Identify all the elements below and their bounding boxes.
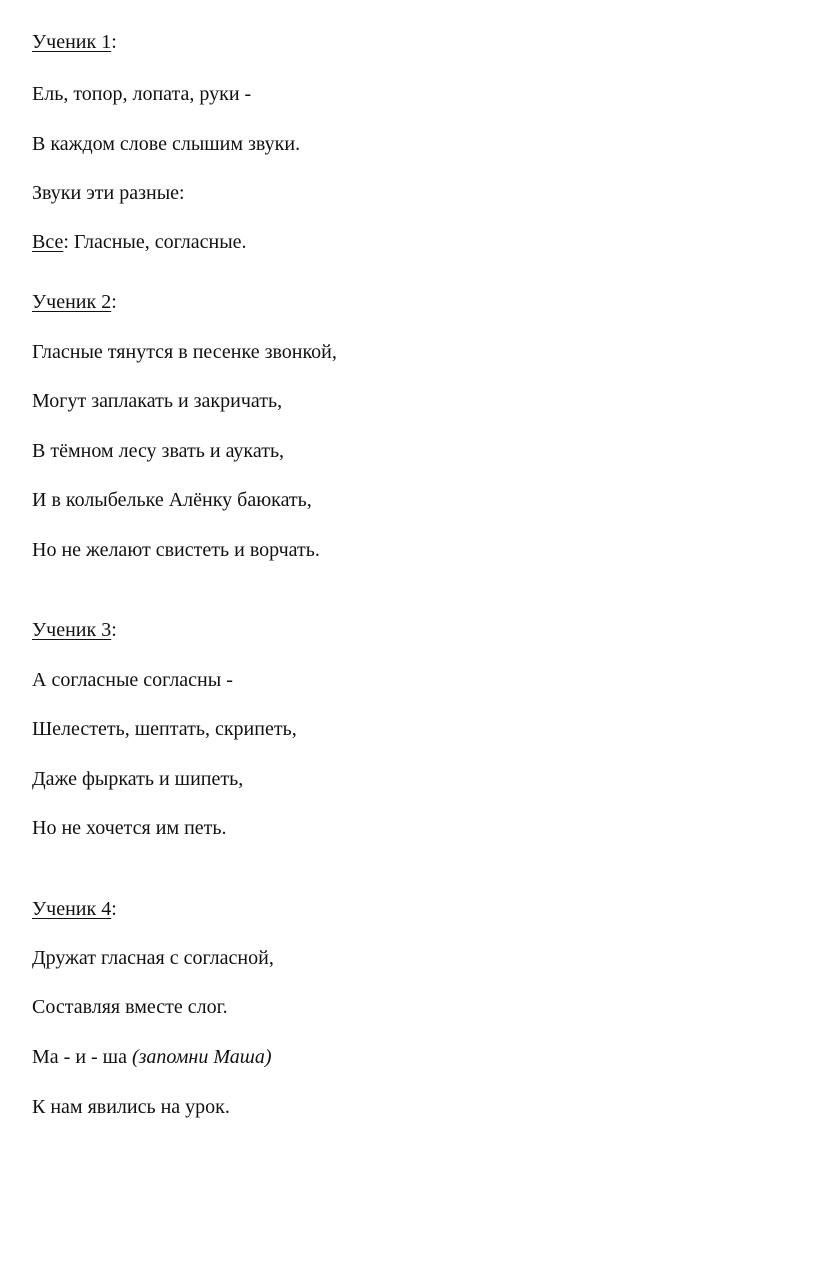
chorus-line: [32, 230, 247, 254]
verse-line: Гласные тянутся в песенке звонкой,: [32, 341, 337, 363]
speaker-colon: :: [111, 898, 117, 920]
verse-line: В тёмном лесу звать и аукать,: [32, 440, 285, 462]
verse-line: Ель, топор, лопата, руки -: [32, 83, 252, 105]
speaker-colon: :: [111, 31, 117, 53]
verse-line: А согласные согласны -: [32, 669, 233, 691]
verse-line: И в колыбельке Алёнку баюкать,: [32, 489, 312, 511]
speaker-heading-4: [32, 897, 117, 921]
speaker-heading-1: [32, 30, 117, 54]
verse-line: Могут заплакать и закричать,: [32, 390, 283, 412]
verse-line: Составляя вместе слог.: [32, 996, 228, 1018]
syllable-text: Ма - и - ша: [32, 1046, 132, 1068]
chorus-speaker: Все: [32, 231, 64, 253]
verse-line: Но не желают свистеть и ворчать.: [32, 539, 320, 561]
speaker-heading-3: [32, 618, 117, 642]
syllable-note: (запомни Маша): [131, 1046, 272, 1068]
verse-line: Шелестеть, шептать, скрипеть,: [32, 718, 297, 740]
chorus-text: : Гласные, согласные.: [63, 231, 247, 253]
verse-line: Звуки эти разные:: [32, 182, 185, 204]
verse-line: Даже фыркать и шипеть,: [32, 768, 244, 790]
verse-line: В каждом слове слышим звуки.: [32, 133, 301, 155]
syllable-line: [32, 1045, 272, 1069]
verse-line: К нам явились на урок.: [32, 1096, 230, 1118]
speaker-colon: :: [111, 291, 117, 313]
verse-line: Дружат гласная с согласной,: [32, 947, 274, 969]
speaker-heading-2: [32, 290, 117, 314]
speaker-name: Ученик 4: [32, 898, 112, 920]
verse-line: Но не хочется им петь.: [32, 817, 227, 839]
speaker-colon: :: [111, 619, 117, 641]
speaker-name: Ученик 3: [32, 619, 112, 641]
speaker-name: Ученик 1: [32, 31, 112, 53]
speaker-name: Ученик 2: [32, 291, 112, 313]
